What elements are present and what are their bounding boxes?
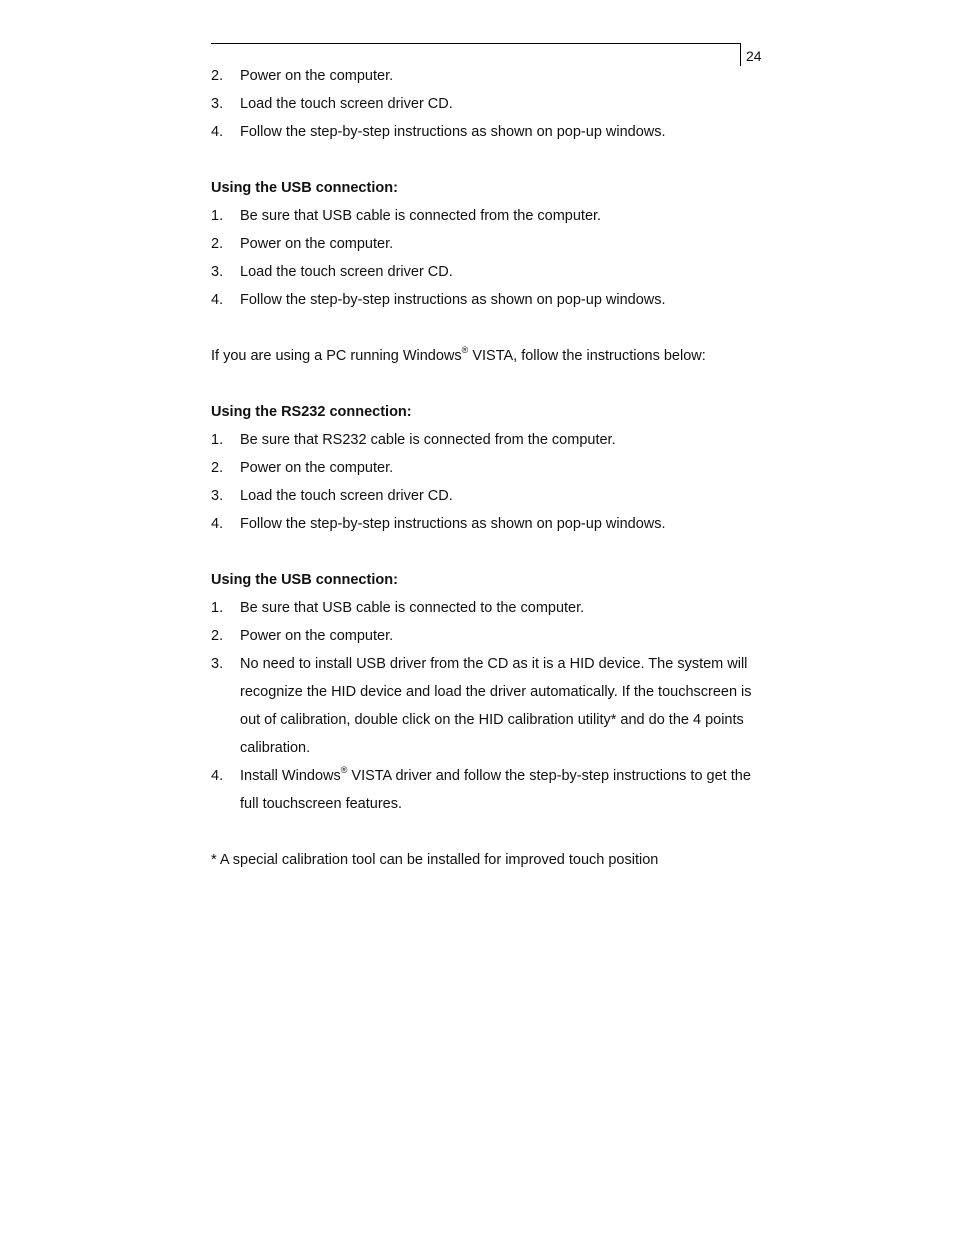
list-item: [211, 258, 771, 286]
list-text: Be sure that RS232 cable is connected from the computer.: [240, 432, 616, 448]
list-item: [211, 286, 771, 314]
list-number: 2.: [211, 236, 224, 252]
list-number: 2.: [211, 460, 224, 476]
vista-note-text: If you are using a PC running Windows: [211, 348, 462, 364]
install-text: Install Windows: [240, 768, 341, 784]
list-text: Load the touch screen driver CD.: [240, 264, 453, 280]
list-text: Be sure that USB cable is connected from the computer.: [240, 208, 602, 224]
list-number: 3.: [211, 488, 224, 504]
header-rule: [211, 43, 741, 44]
list-item: [211, 62, 771, 90]
usb-vista-steps-list: [211, 594, 771, 818]
list-number: 3.: [211, 264, 224, 280]
usb-steps-list: [211, 202, 771, 314]
list-number: 1.: [211, 600, 224, 616]
registered-mark: ®: [340, 765, 348, 775]
list-text: Follow the step-by-step instructions as shown on pop-up windows.: [240, 292, 666, 308]
list-number: 2.: [211, 68, 224, 84]
list-number: 1.: [211, 432, 224, 448]
list-item: [211, 622, 771, 650]
list-text: [240, 762, 760, 818]
list-number: 3.: [211, 96, 224, 112]
section-heading-usb: Using the USB connection:: [211, 180, 398, 196]
list-text: Power on the computer.: [240, 68, 394, 84]
list-text: Load the touch screen driver CD.: [240, 96, 453, 112]
list-item: [211, 482, 771, 510]
list-number: 4.: [211, 124, 224, 140]
list-text: Follow the step-by-step instructions as shown on pop-up windows.: [240, 124, 666, 140]
list-number: 4.: [211, 768, 224, 784]
list-item: [211, 426, 771, 454]
list-item: [211, 230, 771, 258]
rs232-steps-list: [211, 426, 771, 538]
list-text: Be sure that USB cable is connected to the computer.: [240, 600, 585, 616]
list-text: Follow the step-by-step instructions as shown on pop-up windows.: [240, 516, 666, 532]
list-text: Power on the computer.: [240, 236, 394, 252]
list-item: [211, 650, 771, 762]
list-item: [211, 90, 771, 118]
list-number: 2.: [211, 628, 224, 644]
vista-note-text-end: VISTA, follow the instructions below:: [468, 348, 706, 364]
list-item: [211, 202, 771, 230]
section-heading-usb-vista: Using the USB connection:: [211, 572, 398, 588]
list-item: [211, 594, 771, 622]
page-content: [211, 62, 771, 874]
list-item: [211, 118, 771, 146]
list-item: [211, 454, 771, 482]
section-heading-rs232: Using the RS232 connection:: [211, 404, 412, 420]
list-number: 1.: [211, 208, 224, 224]
footnote: * A special calibration tool can be installed for improved touch position: [211, 852, 659, 868]
list-text: Load the touch screen driver CD.: [240, 488, 453, 504]
list-number: 3.: [211, 656, 224, 672]
list-text: Power on the computer.: [240, 628, 394, 644]
vista-note: [211, 342, 771, 370]
registered-mark: ®: [461, 345, 469, 355]
page-number: 24: [746, 48, 762, 64]
install-text-end: VISTA driver and follow the step-by-step instructions to get the full touchscreen features.: [240, 768, 751, 812]
list-text: Power on the computer.: [240, 460, 394, 476]
list-number: 4.: [211, 516, 224, 532]
intro-steps-list: [211, 62, 771, 146]
list-item: [211, 762, 771, 818]
list-item: [211, 510, 771, 538]
list-text: No need to install USB driver from the CD as it is a HID device. The system will recognize the HID device and load the driver automatically. If the touchscreen is out of calibration, double click on the HID calibration utility* and do the 4 points calibration.: [240, 656, 752, 756]
list-number: 4.: [211, 292, 224, 308]
